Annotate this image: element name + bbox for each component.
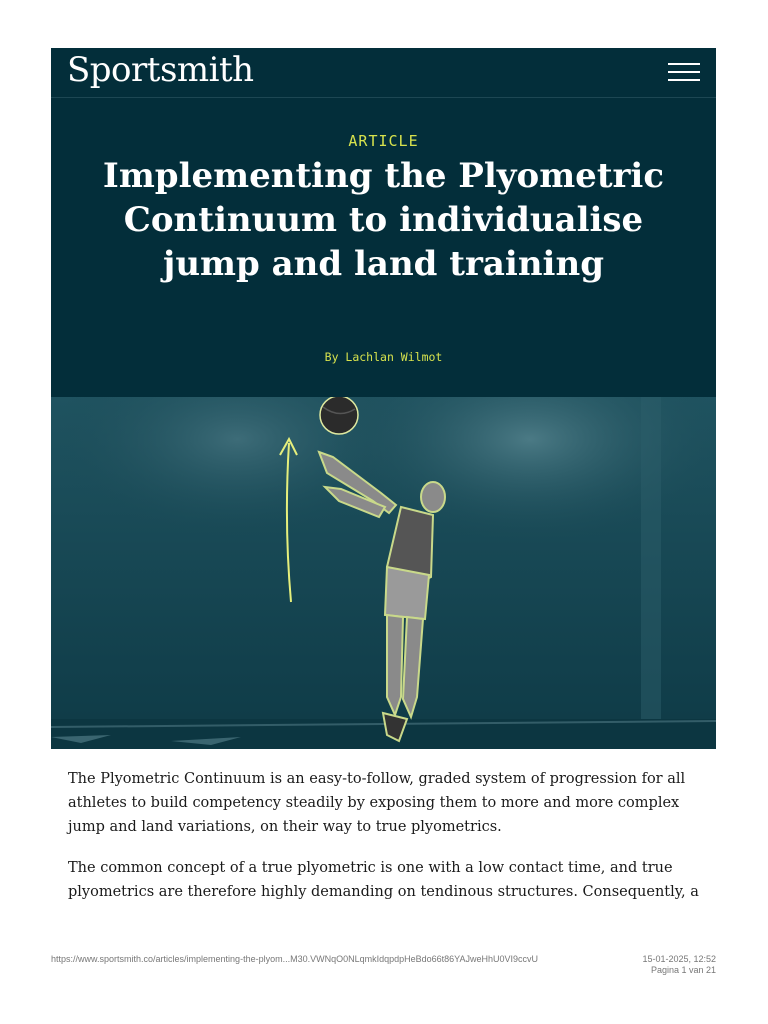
hamburger-menu-icon[interactable] bbox=[668, 63, 700, 83]
site-header bbox=[51, 48, 716, 749]
print-footer-url: https://www.sportsmith.co/articles/implementing-the-plyom...M30.VWNqO0NLqmkIdqpdpHeBdo66t86YAJweHhU0VI9ccvU bbox=[51, 954, 539, 964]
hero-image bbox=[51, 397, 716, 749]
article-byline[interactable]: By Lachlan Wilmot bbox=[324, 350, 443, 364]
print-footer-meta bbox=[642, 954, 716, 976]
top-nav-bar bbox=[51, 48, 716, 98]
print-page-number: Pagina 1 van 21 bbox=[650, 965, 716, 975]
hero-section bbox=[51, 98, 716, 397]
article-eyebrow: ARTICLE bbox=[348, 132, 419, 150]
article-paragraph: The common concept of a true plyometric is one with a low contact time, and true plyometrics are therefore highly demanding on tendinous structures. Consequently, a bbox=[68, 860, 699, 900]
logo[interactable]: Sportsmith bbox=[67, 50, 254, 90]
article-body bbox=[68, 767, 708, 921]
article-title: Implementing the Plyometric Continuum to individualise jump and land training bbox=[102, 156, 665, 284]
article-paragraph: The Plyometric Continuum is an easy-to-follow, graded system of progression for all athletes to build competency steadily by exposing them to more and more complex jump and land variations, on their way to true plyometrics. bbox=[68, 771, 686, 835]
print-datetime: 15-01-2025, 12:52 bbox=[642, 954, 716, 964]
